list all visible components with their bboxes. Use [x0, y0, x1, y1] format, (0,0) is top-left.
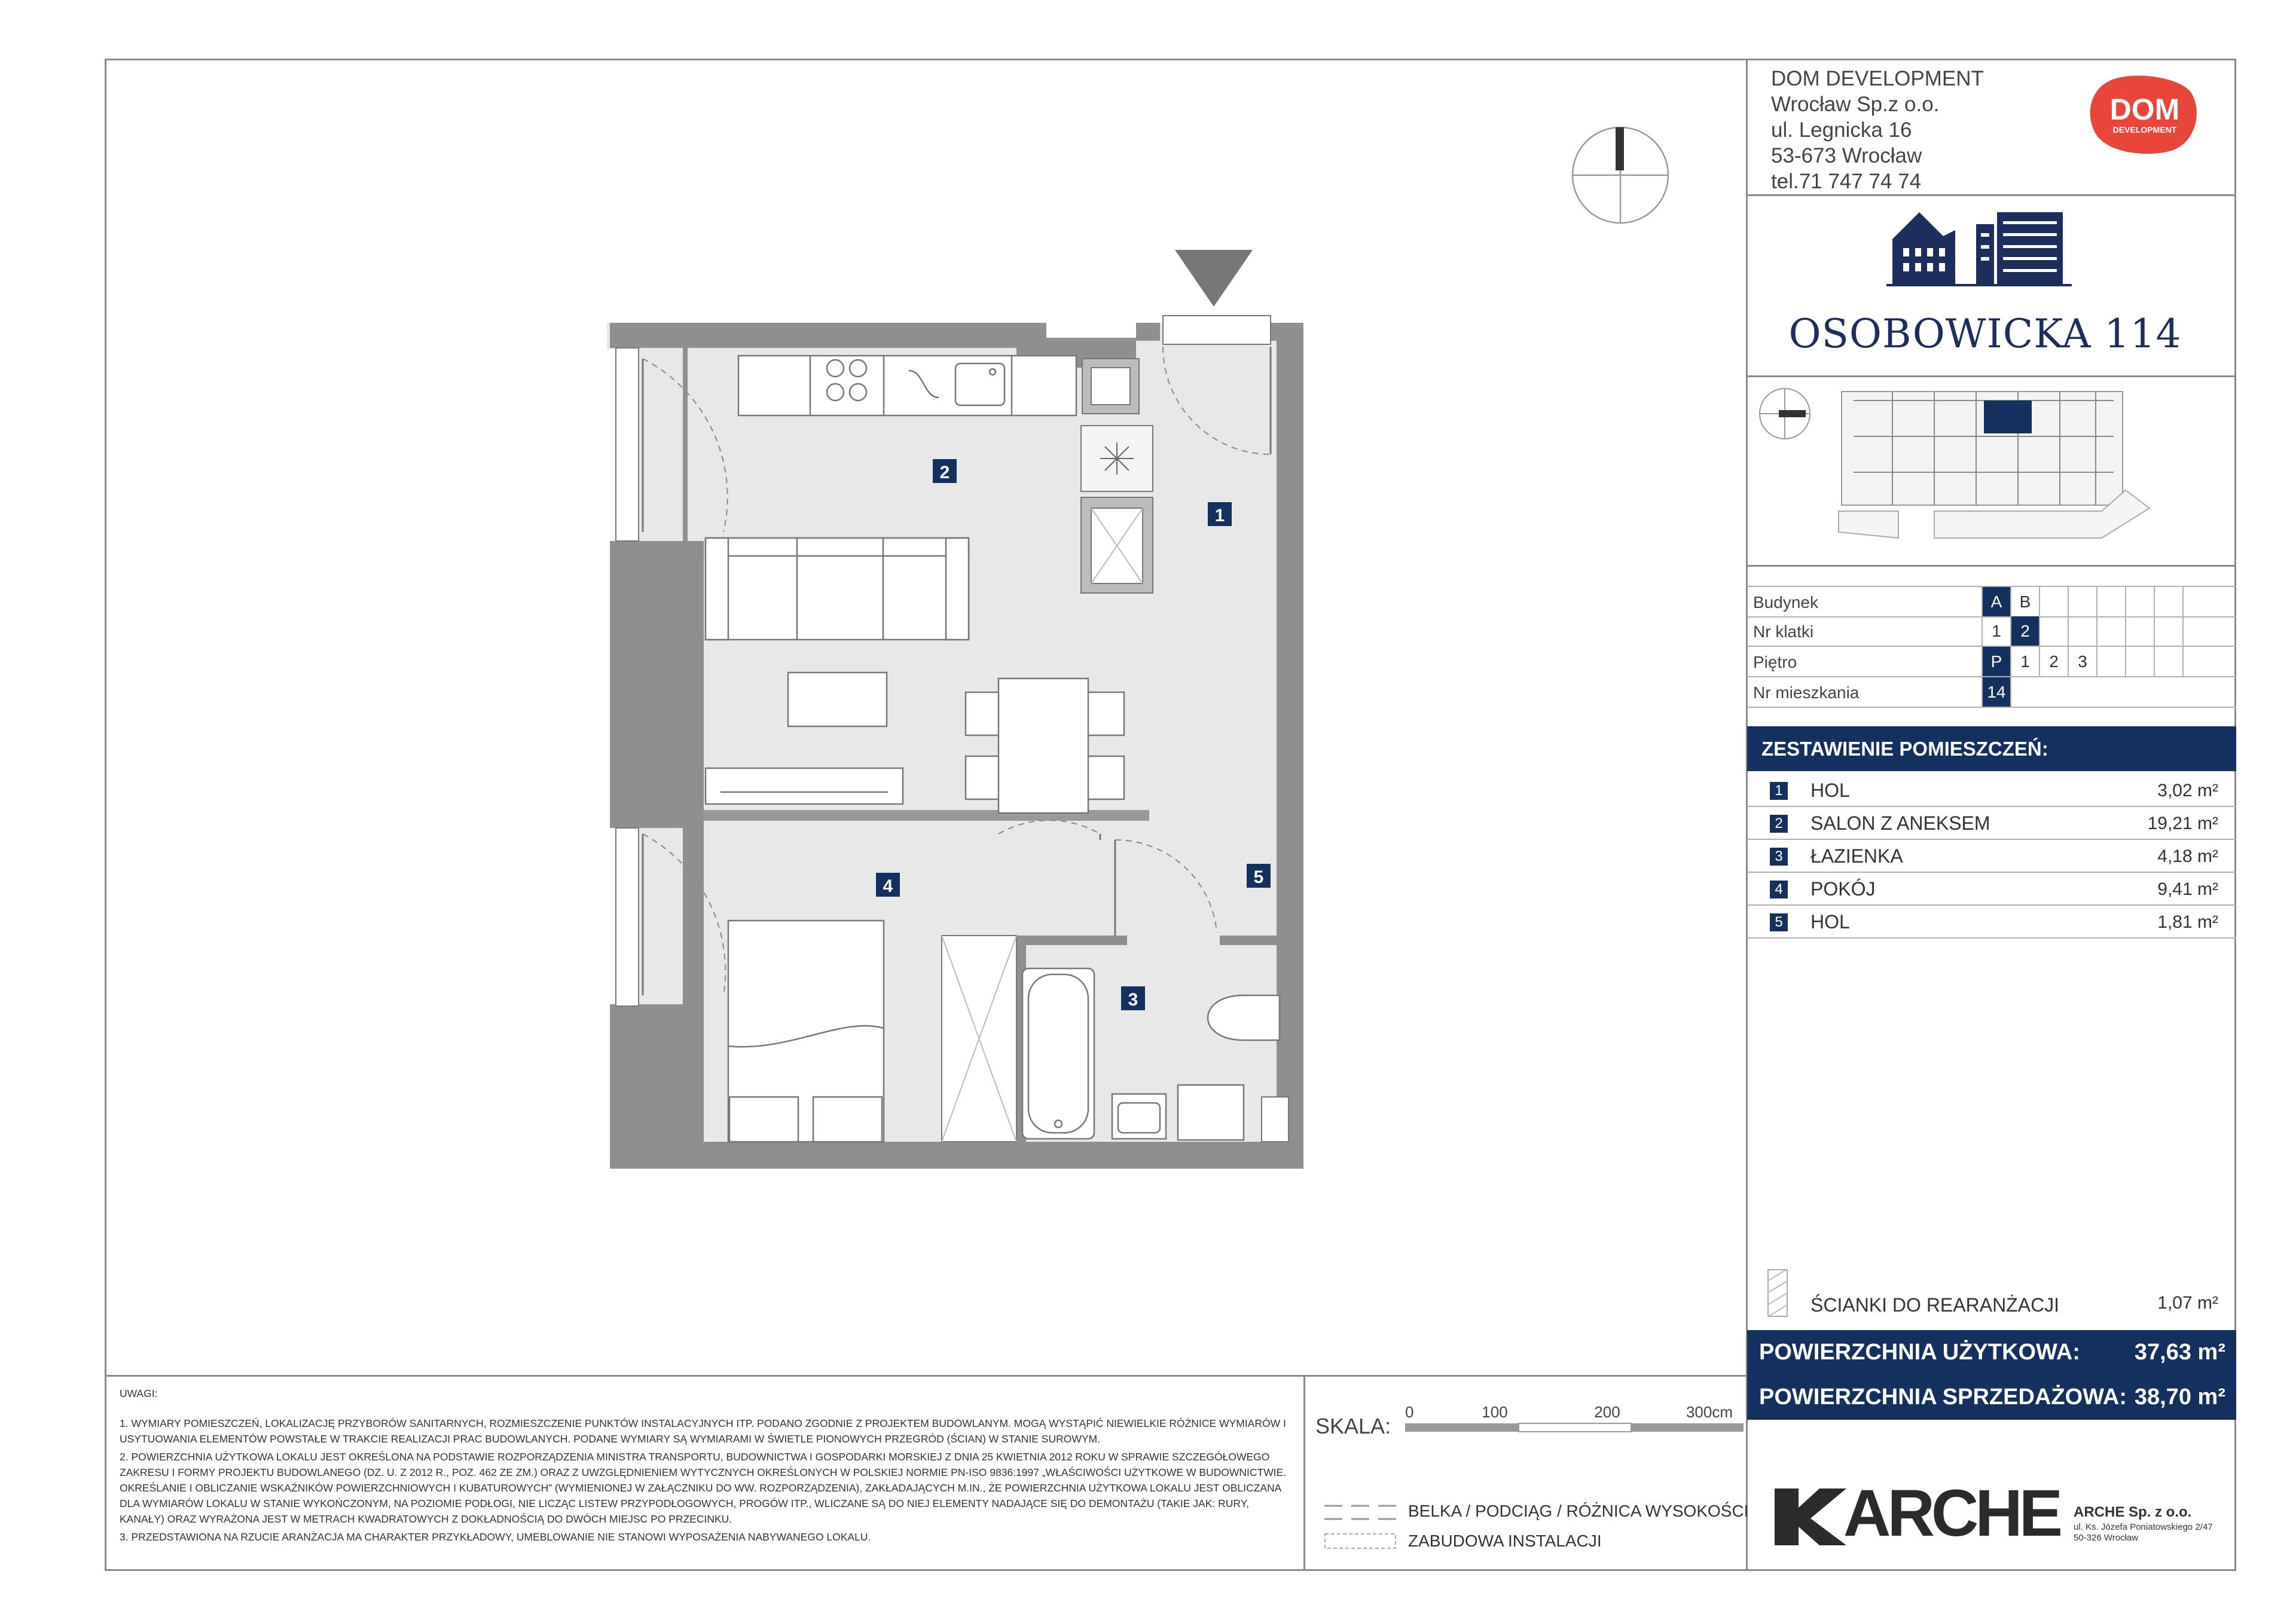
company-phone: tel.71 747 74 74 — [1771, 170, 1922, 193]
building-cell-b[interactable]: B — [2010, 587, 2039, 616]
entrance-arrow-icon — [1175, 250, 1253, 307]
keyplan-compass-icon — [1760, 389, 1810, 439]
grid-label-staircase: Nr klatki — [1753, 622, 1814, 641]
staircase-cell-1[interactable]: 1 — [1981, 616, 2010, 646]
company-name: DOM DEVELOPMENT — [1771, 67, 1984, 90]
grid-empty-cell — [2154, 616, 2182, 646]
hatched-wall-icon — [1767, 1269, 1788, 1317]
north-arrow-compass-icon — [1573, 127, 1668, 223]
grid-empty-cell — [2154, 587, 2182, 616]
keyplan-divider — [1746, 565, 2236, 567]
notes-block — [120, 1386, 1292, 1547]
rooms-header: ZESTAWIENIE POMIESZCZEŃ: — [1747, 726, 2236, 771]
room-number-badge: 1 — [1770, 782, 1788, 800]
sale-area-value: 38,70 m² — [2134, 1384, 2225, 1410]
plan-label-5: 5 — [1253, 867, 1264, 887]
notes-scale-divider — [1303, 1375, 1305, 1571]
room-row — [1747, 807, 2236, 840]
room-number-badge: 5 — [1770, 913, 1788, 931]
note-2: 2. POWIERZCHNIA UŻYTKOWA LOKALU JEST OKREŚLONA NA PODSTAWIE ROZPORZĄDZENIA MINISTRA TRANSPORTU, BUDOWNICTWA I GOSPODARKI MORSKIEJ Z DNIA 25 KWIETNIA 2012 ROKU W SPRAWIE SZCZEGÓŁOWEGO ZAKRESU I FORMY PROJEKTU BUDOWLANEGO (DZ. U. Z 2012 R., POZ. 462 ZE ZM.) ORAZ Z UWZGLĘDNIENIEM WYTYCZNYCH OKREŚLONYCH W POLSKIEJ NORMIE PN-ISO 9836:1997 „WŁAŚCIWOŚCI UŻYTKOWE W BUDOWNICTWIE. OKREŚLANIE I OBLICZANIE WSKAŹNIKÓW POWIERZCHNIOWYCH I KUBATUROWYCH” (WYMIENIONEJ W ZAŁĄCZNIKU DO WW. ROZPORZĄDZENIA), ZAKŁADAJĄCYCH M.IN., ŻE POWIERZCHNIA UŻYTKOWA LOKALU JEST OBLICZANA DLA WYMIARÓW LOKALU W STANIE WYKOŃCZONYM, NA POZIOMIE PODŁOGI, NIE LICZĄC LISTEW PRZYPODŁOGOWYCH, PROGÓW ITP., WLICZANE SĄ DO NIEJ ELEMENTY NADAJĄCE SIĘ DO DEMONTAŻU (TAKIE JAK: RURY, KANAŁY) ORAZ WYRAŻONA JEST W METRACH KWADRATOWYCH Z DOKŁADNOŚCIĄ DO DWÓCH MIEJSC PO PRZECINKU. — [120, 1451, 1287, 1525]
sale-area-bar — [1747, 1375, 2236, 1420]
logo-dom-text: DOM — [2109, 93, 2180, 126]
scale-label: SKALA: — [1315, 1414, 1391, 1438]
architect-name: ARCHE Sp. z o.o. — [2074, 1504, 2192, 1520]
scale-tick-0: 0 — [1405, 1403, 1414, 1421]
arche-mark-icon — [1775, 1488, 1846, 1545]
architect-address — [2074, 1522, 2213, 1543]
grid-empty-cell — [2068, 616, 2096, 646]
grid-empty-cell — [2039, 616, 2068, 646]
room-name: ŁAZIENKA — [1810, 845, 1903, 867]
company-divider — [1746, 194, 2236, 196]
grid-empty-cell — [2010, 677, 2039, 707]
grid-empty-cell — [2125, 587, 2154, 616]
staircase-cell-2[interactable]: 2 — [2010, 616, 2039, 646]
unit-grid-building — [1747, 586, 2236, 618]
unit-grid-staircase — [1747, 616, 2236, 647]
floor-cell-p[interactable]: P — [1981, 647, 2010, 676]
room-area: 3,02 m² — [2157, 781, 2218, 800]
rearrangement-walls-row — [1747, 1276, 2236, 1324]
company-city: 53-673 Wrocław — [1771, 144, 1922, 167]
note-3: 3. PRZEDSTAWIONA NA RZUCIE ARANŻACJA MA CHARAKTER PRZYKŁADOWY, UMEBLOWANIE NIE STANOWI WYPOSAŻENIA NABYWANEGO LOKALU. — [120, 1531, 871, 1543]
logo-development-text: DEVELOPMENT — [2112, 125, 2177, 135]
grid-empty-cell — [2096, 647, 2125, 676]
plan-label-3: 3 — [1128, 990, 1138, 1010]
grid-label-building: Budynek — [1753, 593, 1818, 612]
floor-cell-1[interactable]: 1 — [2010, 647, 2039, 676]
notes-divider — [105, 1375, 1748, 1377]
plan-label-4: 4 — [883, 876, 893, 896]
key-plan — [1755, 383, 2233, 562]
room-area: 9,41 m² — [2157, 879, 2218, 899]
unit-grid-apartment — [1747, 677, 2236, 708]
dom-development-logo — [2088, 73, 2202, 157]
grid-empty-cell — [2039, 587, 2068, 616]
scale-bar — [1405, 1402, 1752, 1438]
grid-empty-cell — [2182, 587, 2211, 616]
usable-area-label: POWIERZCHNIA UŻYTKOWA: — [1759, 1340, 2080, 1365]
floor-cell-3[interactable]: 3 — [2068, 647, 2096, 676]
notes-title: UWAGI: — [120, 1387, 158, 1399]
project-title: OSOBOWICKA 114 — [1788, 311, 2182, 357]
arche-logo-text: ARCHE — [1843, 1477, 2060, 1550]
room-area: 19,21 m² — [2147, 814, 2218, 833]
plan-label-1: 1 — [1214, 506, 1225, 525]
legend-beam: BELKA / PODCIĄG / RÓŻNICA WYSOKOŚCI — [1408, 1502, 1749, 1520]
grid-empty-cell — [2068, 587, 2096, 616]
room-name: HOL — [1810, 780, 1850, 801]
plan-label-2: 2 — [939, 463, 950, 482]
building-cell-a[interactable]: A — [1981, 587, 2010, 616]
room-area: 1,81 m² — [2157, 912, 2218, 932]
grid-label-floor: Piętro — [1753, 653, 1797, 671]
scale-tick-100: 100 — [1482, 1403, 1508, 1421]
room-row — [1747, 873, 2236, 906]
scale-tick-300: 300cm — [1686, 1403, 1733, 1421]
apartment-cell-14[interactable]: 14 — [1981, 677, 2010, 707]
architect-address-city: 50-326 Wrocław — [2074, 1533, 2139, 1543]
grid-label-apartment: Nr mieszkania — [1753, 683, 1860, 702]
company-address — [1771, 66, 1984, 194]
grid-empty-cell — [2125, 647, 2154, 676]
room-row — [1747, 840, 2236, 873]
grid-empty-cell — [2096, 587, 2125, 616]
room-row — [1747, 906, 2236, 939]
grid-empty-cell — [2096, 616, 2125, 646]
room-number-badge: 2 — [1770, 815, 1788, 833]
sale-area-label: POWIERZCHNIA SPRZEDAŻOWA: — [1759, 1384, 2127, 1410]
rearrangement-walls-area: 1,07 m² — [2157, 1293, 2218, 1313]
note-1: 1. WYMIARY POMIESZCZEŃ, LOKALIZACJĘ PRZYBORÓW SANITARNYCH, ROZMIESZCZENIE PUNKTÓW INSTALACYJNYCH ITP. PODANO ZGODNIE Z PROJEKTEM BUDOWLANYM. MOGĄ WYSTĄPIĆ NIEWIELKIE RÓŻNICE WYMIARÓW I USYTUOWANIA ELEMENTÓW POWSTAŁE W TRAKCIE REALIZACJI PRAC BUDOWLANYCH. PODANE WYMIARY SĄ WYMIARAMI W ŚWIETLE PIONOWYCH PRZEGRÓD (ŚCIAN) W STANIE SUROWYM. — [120, 1417, 1286, 1445]
room-number-badge: 4 — [1770, 881, 1788, 898]
company-entity: Wrocław Sp.z o.o. — [1771, 93, 1940, 116]
scale-tick-200: 200 — [1594, 1403, 1620, 1421]
usable-area-bar — [1747, 1330, 2236, 1375]
architect-address-street: ul. Ks. Józefa Poniatowskiego 2/47 — [2074, 1522, 2213, 1532]
title-divider — [1746, 375, 2236, 377]
room-name: HOL — [1810, 911, 1850, 933]
usable-area-value: 37,63 m² — [2134, 1340, 2225, 1365]
grid-empty-cell — [2182, 647, 2211, 676]
room-name: SALON Z ANEKSEM — [1810, 812, 1990, 834]
grid-empty-cell — [2154, 647, 2182, 676]
grid-empty-cell — [2125, 616, 2154, 646]
project-buildings-icon — [1886, 206, 2090, 290]
rearrangement-walls-label: ŚCIANKI DO REARANŻACJI — [1810, 1294, 2060, 1316]
company-street: ul. Legnicka 16 — [1771, 118, 1912, 142]
beam-legend-icon — [1324, 1503, 1396, 1521]
room-area: 4,18 m² — [2157, 846, 2218, 866]
room-name: POKÓJ — [1810, 878, 1876, 900]
grid-empty-cell — [2182, 616, 2211, 646]
unit-grid-floor — [1747, 647, 2236, 677]
room-row — [1747, 774, 2236, 807]
floor-cell-2[interactable]: 2 — [2039, 647, 2068, 676]
room-number-badge: 3 — [1770, 848, 1788, 866]
legend-installation: ZABUDOWA INSTALACJI — [1408, 1532, 1602, 1550]
installation-legend-icon — [1324, 1533, 1396, 1549]
